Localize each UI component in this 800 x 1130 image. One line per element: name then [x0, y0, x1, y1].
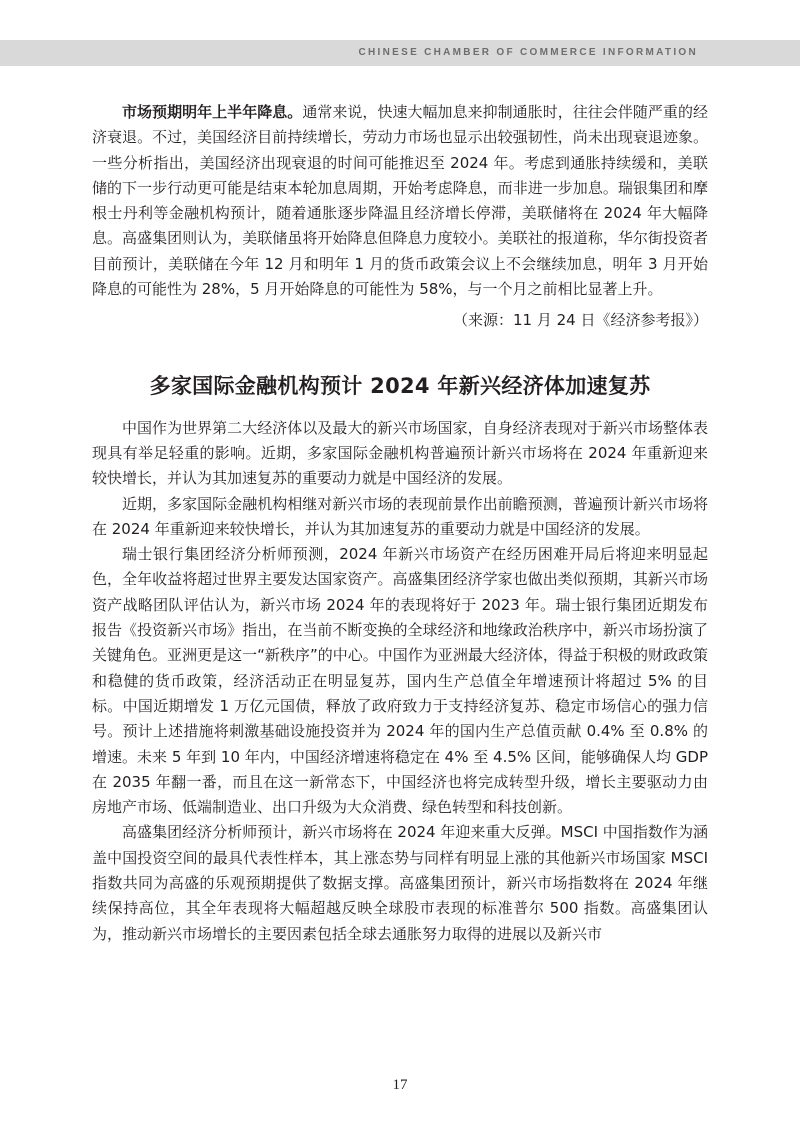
- header-band: [0, 40, 800, 66]
- running-header: CHINESE CHAMBER OF COMMERCE INFORMATION: [358, 47, 698, 58]
- article2-paragraph-1: 中国作为世界第二大经济体以及最大的新兴市场国家，自身经济表现对于新兴市场整体表现具有举足轻重的影响。近期，多家国际金融机构普遍预计新兴市场将在 2024 年重新迎来较快增长，并认为其加速复苏的重要动力就是中国经济的发展。: [92, 418, 708, 488]
- page-number: 17: [392, 1077, 408, 1093]
- article2-paragraph-2: 近期，多家国际金融机构相继对新兴市场的表现前景作出前瞻预测，普遍预计新兴市场将在 2024 年重新迎来较快增长，并认为其加速复苏的重要动力就是中国经济的发展。: [92, 494, 708, 538]
- article1-paragraph: [92, 100, 708, 302]
- article2-paragraph-3: 瑞士银行集团经济分析师预测，2024 年新兴市场资产在经历困难开局后将迎来明显起色，全年收益将超过世界主要发达国家资产。高盛集团经济学家也做出类似预期，其新兴市场资产战略团队评估认为，新兴市场 2024 年的表现将好于 2023 年。瑞士银行集团近期发布报告《投资新兴市场》指出，在当前不断变换的全球经济和地缘政治秩序中，新兴市场扮演了关键角色。亚洲更是这一“新秩序”的中心。中国作为亚洲最大经济体，得益于积极的财政政策和稳健的货币政策，经济活动正在明显复苏，国内生产总值全年增速预计将超过 5% 的目标。中国近期增发 1 万亿元国债，释放了政府致力于支持经济复苏、稳定市场信心的强力信号。预计上述措施将刺激基础设施投资并为 2024 年的国内生产总值贡献 0.4% 至 0.8% 的增速。未来 5 年到 10 年内，中国经济增速将稳定在 4% 至 4.5% 区间，能够确保人均 GDP 在 2035 年翻一番，而且在这一新常态下，中国经济也将完成转型升级，增长主要驱动力由房地产市场、低端制造业、出口升级为大众消费、绿色转型和科技创新。: [92, 545, 708, 817]
- article2-title: 多家国际金融机构预计 2024 年新兴经济体加速复苏: [149, 373, 651, 398]
- article1-lead: 市场预期明年上半年降息。: [122, 103, 303, 121]
- page-content: [92, 100, 708, 947]
- article2-paragraph-4: 高盛集团经济分析师预计，新兴市场将在 2024 年迎来重大反弹。MSCI 中国指数作为涵盖中国投资空间的最具代表性样本，其上涨态势与同样有明显上涨的其他新兴市场国家 MSCI 指数共同为高盛的乐观预期提供了数据支撑。高盛集团预计，新兴市场指数将在 2024 年继续保持高位，其全年表现将大幅超越反映全球股市表现的标准普尔 500 指数。高盛集团认为，推动新兴市场增长的主要因素包括全球去通胀努力取得的进展以及新兴市: [92, 823, 708, 943]
- article1-body: 通常来说，快速大幅加息来抑制通胀时，往往会伴随严重的经济衰退。不过，美国经济目前持续增长，劳动力市场也显示出较强韧性，尚未出现衰退迹象。一些分析指出，美国经济出现衰退的时间可能推迟至 2024 年。考虑到通胀持续缓和，美联储的下一步行动更可能是结束本轮加息周期，开始考虑降息，而非进一步加息。瑞银集团和摩根士丹利等金融机构预计，随着通胀逐步降温且经济增长停滞，美联储将在 2024 年大幅降息。高盛集团则认为，美联储虽将开始降息但降息力度较小。美联社的报道称，华尔街投资者目前预计，美联储在今年 12 月和明年 1 月的货币政策会议上不会继续加息，明年 3 月开始降息的可能性为 28%，5 月开始降息的可能性为 58%，与一个月之前相比显著上升。: [92, 103, 708, 299]
- article1-source: （来源：11 月 24 日《经济参考报》）: [453, 311, 708, 330]
